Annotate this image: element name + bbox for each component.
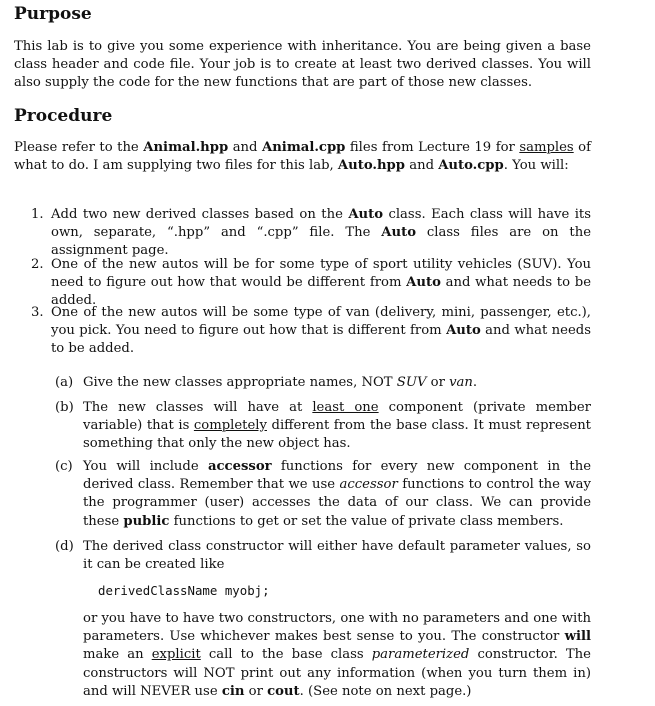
purpose-paragraph: This lab is to give you some experience with inheritance. You are being given a base class header and code file. Your job is to create at least two derived classes. You will also supply the code for the new functions that are part of those new classes.	[14, 39, 591, 91]
list-number: 3.	[31, 305, 44, 320]
subitem-label: (d)	[55, 539, 74, 554]
subitem-d: (d) The derived class constructor will either have default parameter values, so it can be created like	[55, 539, 591, 573]
subitem-label: (b)	[55, 400, 74, 415]
list-number: 2.	[31, 257, 44, 272]
subitem-d-continuation: or you have to have two constructors, one with no parameters and one with parameters. Use whichever makes best sense to you. The constructor will make an explicit call to the base class parameterized constructor. The constructors will NOT print out any information (when you turn them in) and will NEVER use cin or cout. (See note on next page.)	[83, 611, 591, 699]
subitem-label: (c)	[55, 459, 73, 474]
list-number: 1.	[31, 207, 44, 222]
filename-auto-cpp: Auto.cpp	[438, 158, 504, 174]
subitem-a: (a) Give the new classes appropriate names, NOT SUV or van.	[51, 374, 591, 392]
samples-underlined-text: samples	[519, 140, 574, 155]
list-item-1: 1. Add two new derived classes based on the Auto class. Each class will have its own, separate, “.hpp” and “.cpp” file. The Auto class files are on the assignment page.	[31, 207, 591, 259]
filename-animal-hpp: Animal.hpp	[143, 140, 229, 155]
procedure-heading: Procedure	[14, 106, 113, 126]
subitem-b: (b) The new classes will have at least one component (private member variable) that is completely different from the base class. It must represent something that only the new object has.	[55, 400, 591, 452]
filename-auto-hpp: Auto.hpp	[337, 158, 406, 174]
procedure-intro-paragraph: Please refer to the Animal.hpp and Animal.cpp files from Lecture 19 for samples of what to do. I am supplying two files for this lab, Auto.hpp and Auto.cpp. You will:	[14, 140, 591, 174]
purpose-heading: Purpose	[14, 4, 92, 24]
code-example: derivedClassName myobj;	[98, 583, 270, 598]
list-item-2: 2. One of the new autos will be for some type of sport utility vehicles (SUV). You need to figure out how that would be different from Auto and what needs to be added.	[31, 257, 591, 309]
subitem-c: (c) You will include accessor functions for every new component in the derived class. Remember that we use accessor functions to control the way the programmer (user) accesses the data of our class. We can provide these public functions to get or set the value of private class members.	[55, 459, 591, 529]
subitem-label: (a)	[55, 375, 74, 390]
list-item-3: 3. One of the new autos will be some type of van (delivery, mini, passenger, etc.), you pick. You need to figure out how that is different from Auto and what needs to be added.	[31, 305, 591, 357]
filename-animal-cpp: Animal.cpp	[261, 140, 346, 155]
